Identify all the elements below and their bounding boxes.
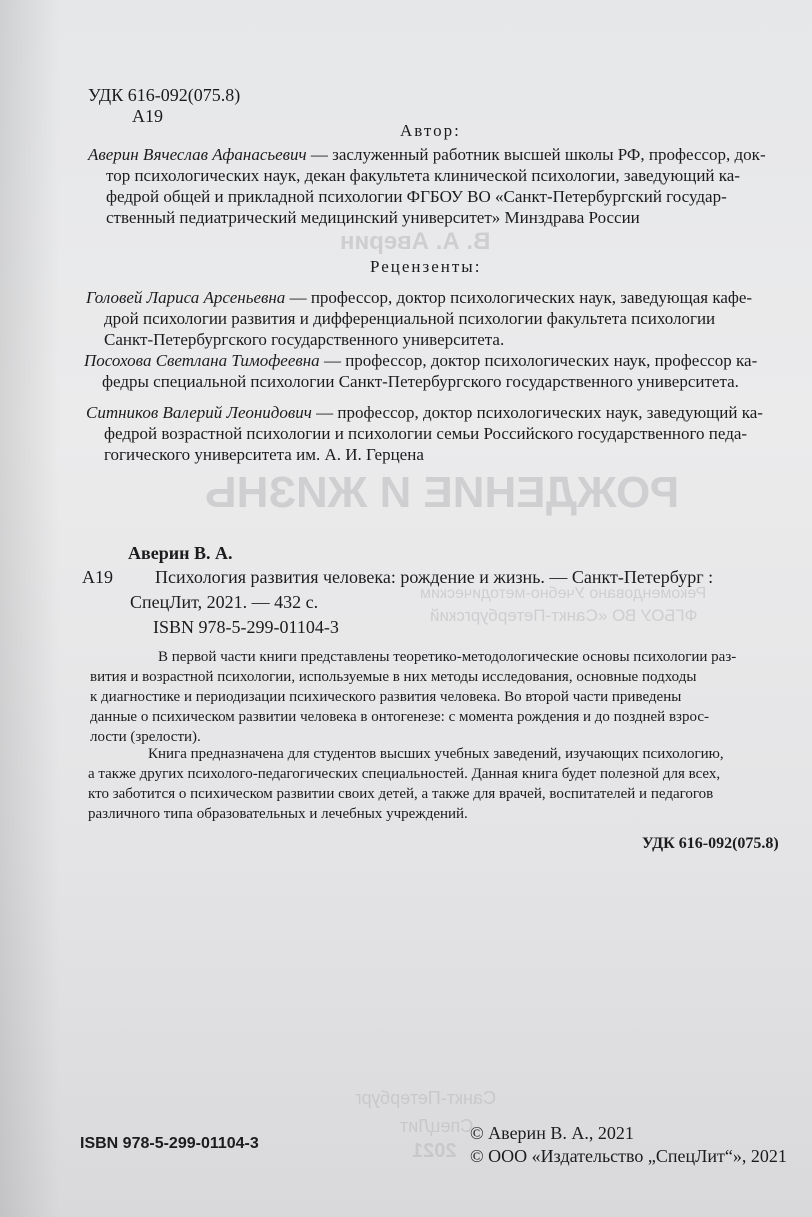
reviewer-line: — профессор, доктор психологических наук, заведующая кафе- xyxy=(285,288,753,307)
abstract-line: кто заботится о психическом развитии своих детей, а также для врачей, воспитателей и педагогов xyxy=(88,786,714,802)
footer-isbn: ISBN 978-5-299-01104-3 xyxy=(80,1135,259,1152)
reviewer-name: Ситников Валерий Леонидович xyxy=(86,403,312,422)
code-top: A19 xyxy=(132,106,163,126)
abstract-line: Книга предназначена для студентов высших учебных заведений, изучающих психологию, xyxy=(148,746,724,762)
copyright-publisher: © ООО «Издательство „СпецЛит“», 2021 xyxy=(470,1146,787,1166)
bleed-through-publisher: СпецЛит xyxy=(400,1116,474,1136)
reviewer-line: — профессор, доктор психологических наук, заведующий ка- xyxy=(311,403,763,422)
reviewer-line: федрой возрастной психологии и психологии семьи Российского государственного педа- xyxy=(104,424,748,443)
author-block xyxy=(88,144,766,228)
reviewer-line: дрой психологии развития и дифференциальной психологии факультета психологии xyxy=(104,309,716,328)
author-line: тор психологических наук, декан факультета клинической психологии, заведующий ка- xyxy=(106,166,740,185)
abstract-line: вития и возрастной психологии, используемые в них методы исследования, основные подходы xyxy=(90,669,697,685)
bleed-through-author: В. А. Аверин xyxy=(340,228,491,255)
abstract-paragraph-1 xyxy=(90,647,736,747)
reviewer-name: Посохова Светлана Тимофеевна xyxy=(84,351,320,370)
catalog-title-line2: СпецЛит, 2021. — 432 с. xyxy=(130,592,319,612)
reviewer-2 xyxy=(84,350,757,392)
abstract-paragraph-2 xyxy=(88,744,724,824)
author-line: — заслуженный работник высшей школы РФ, профессор, док- xyxy=(306,145,766,164)
catalog-title-line1: Психология развития человека: рождение и жизнь. — Санкт-Петербург : xyxy=(155,567,714,587)
bleed-through-line3: Рекомендовано Учебно-методическим xyxy=(420,585,707,602)
reviewer-line: Санкт-Петербургского государственного университета. xyxy=(104,330,505,349)
author-line: федрой общей и прикладной психологии ФГБОУ ВО «Санкт-Петербургский государ- xyxy=(106,187,727,206)
abstract-line: различного типа образовательных и лечебных учреждений. xyxy=(88,806,468,822)
udk-bottom: УДК 616-092(075.8) xyxy=(642,835,779,852)
reviewers-heading: Рецензенты: xyxy=(370,257,482,276)
page-shadow xyxy=(0,0,60,1217)
catalog-isbn: ISBN 978-5-299-01104-3 xyxy=(153,617,339,637)
abstract-line: к диагностике и периодизации психического развития человека. Во второй части приведены xyxy=(90,689,682,705)
bleed-through-city: Санкт-Петербург xyxy=(355,1088,497,1108)
abstract-line: а также других психолого-педагогических специальностей. Данная книга будет полезной для всех, xyxy=(88,766,721,782)
bleed-through-line4: ФГБОУ ВО «Санкт-Петербургский xyxy=(430,606,698,625)
catalog-code: А19 xyxy=(82,567,113,587)
abstract-line: данные о психическом развитии человека в онтогенезе: с момента рождения и до поздней взрос- xyxy=(90,709,709,725)
catalog-author: Аверин В. А. xyxy=(128,543,233,563)
reviewer-name: Головей Лариса Арсеньевна xyxy=(86,288,286,307)
abstract-line: В первой части книги представлены теоретико-методологические основы психологии раз- xyxy=(158,649,737,665)
author-line: ственный педиатрический медицинский университет» Минздрава России xyxy=(106,208,640,227)
abstract-line: лости (зрелости). xyxy=(90,729,201,745)
copyright-author: © Аверин В. А., 2021 xyxy=(470,1123,634,1143)
reviewer-1 xyxy=(86,287,752,350)
reviewer-3 xyxy=(86,402,763,465)
author-heading: Автор: xyxy=(400,121,461,140)
author-name: Аверин Вячеслав Афанасьевич xyxy=(88,145,307,164)
bleed-through-title: РОЖДЕНИЕ И ЖИЗНЬ xyxy=(205,468,680,517)
reviewer-line: гогического университета им. А. И. Герцена xyxy=(104,445,424,464)
reviewer-line: — профессор, доктор психологических наук, профессор ка- xyxy=(319,351,758,370)
reviewer-line: федры специальной психологии Санкт-Петербургского государственного университета. xyxy=(102,372,739,391)
udk-top: УДК 616-092(075.8) xyxy=(88,85,241,105)
bleed-through-year: 2021 xyxy=(412,1140,457,1162)
